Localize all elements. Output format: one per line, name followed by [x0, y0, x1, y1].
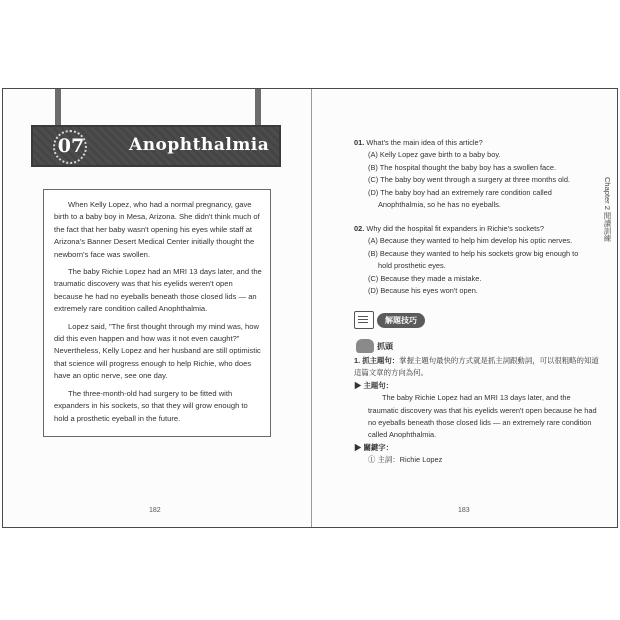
page-number-right: 183	[458, 507, 470, 514]
lesson-sign	[31, 125, 281, 167]
question-stem: What's the main idea of this article?	[366, 138, 483, 147]
question-number: 01.	[354, 138, 365, 147]
topic-sentence: The baby Richie Lopez had an MRI 13 days later, and the traumatic discovery was that his eyelids weren't open because he had no eyeballs beneath those closed lids — an extremely rare condition called Anophthalmia.	[368, 393, 597, 440]
paragraph: The baby Richie Lopez had an MRI 13 days later, and the traumatic discovery was that his eyelids weren't open because he had no eyeballs beneath those closed lids — an extremely rare condition called Anophthalmia.	[54, 267, 262, 314]
answer-option: (B) The hospital thought the baby boy has a swollen face.	[368, 162, 557, 172]
tips-label: 解題技巧	[377, 313, 425, 328]
right-page	[312, 89, 617, 527]
lesson-number: 07	[57, 135, 85, 157]
page-number-left: 182	[149, 507, 161, 514]
answer-option: (B) Because they wanted to help his sockets grow big enough to hold prosthetic eyes.	[368, 248, 579, 271]
question-1	[354, 137, 592, 211]
hand-icon	[356, 339, 374, 353]
step-text: 掌握主題句最快的方式就是抓主詞跟動詞，可以很粗略的知道這篇文章的方向為何。	[354, 356, 599, 378]
question-number: 02.	[354, 224, 365, 233]
keyword-label: ▶ 關鍵字：	[354, 442, 394, 452]
answer-option: (A) Because they wanted to help him develop his optic nerves.	[368, 236, 573, 246]
sign-post-left	[55, 89, 61, 125]
grab-header	[356, 339, 393, 353]
grab-label: 抓頭	[377, 341, 393, 351]
lesson-title: Anophthalmia	[129, 135, 270, 155]
left-page	[3, 89, 311, 527]
notepad-icon	[354, 311, 374, 329]
question-2	[354, 223, 592, 297]
answer-option: (D) The baby boy had an extremely rare condition called Anophthalmia, so he has no eyeballs.	[368, 187, 552, 210]
answer-option: (A) Kelly Lopez gave birth to a baby boy.	[368, 150, 501, 160]
solution-section	[354, 355, 600, 467]
chapter-tab: Chapter 2 閱讀訓練	[603, 177, 612, 243]
keyword-item: ① 主詞：Richie Lopez	[368, 455, 443, 465]
answer-option: (C) Because they made a mistake.	[368, 273, 482, 283]
tips-header	[354, 311, 425, 329]
question-stem: Why did the hospital fit expanders in Richie's sockets?	[366, 224, 544, 233]
topic-label: ▶ 主題句：	[354, 380, 394, 390]
sign-post-right	[255, 89, 261, 125]
step-title: 1. 抓主題句：	[354, 356, 400, 365]
answer-option: (C) The baby boy went through a surgery at three months old.	[368, 175, 570, 185]
book-spread	[2, 88, 618, 528]
paragraph: Lopez said, "The first thought through my mind was, how did this even happen and how was it not even caught?" Nevertheless, Kelly Lopez and her husband are still optimistic that science will progress enough to help Richie, who does have an optic nerve, see one day.	[54, 321, 261, 381]
answer-option: (D) Because his eyes won't open.	[368, 286, 478, 296]
paragraph: The three-month-old had surgery to be fitted with expanders in his sockets, so that they will grow enough to hold a prosthetic eyeball in the future.	[54, 388, 248, 423]
paragraph: When Kelly Lopez, who had a normal pregnancy, gave birth to a baby boy in Mesa, Arizona. She didn't think much of the fact that her baby wasn't opening his eyes while staff at Arizona's Banner Desert Medical Center initially thought the newborn's face was swollen.	[54, 200, 260, 259]
article-passage	[43, 189, 271, 437]
